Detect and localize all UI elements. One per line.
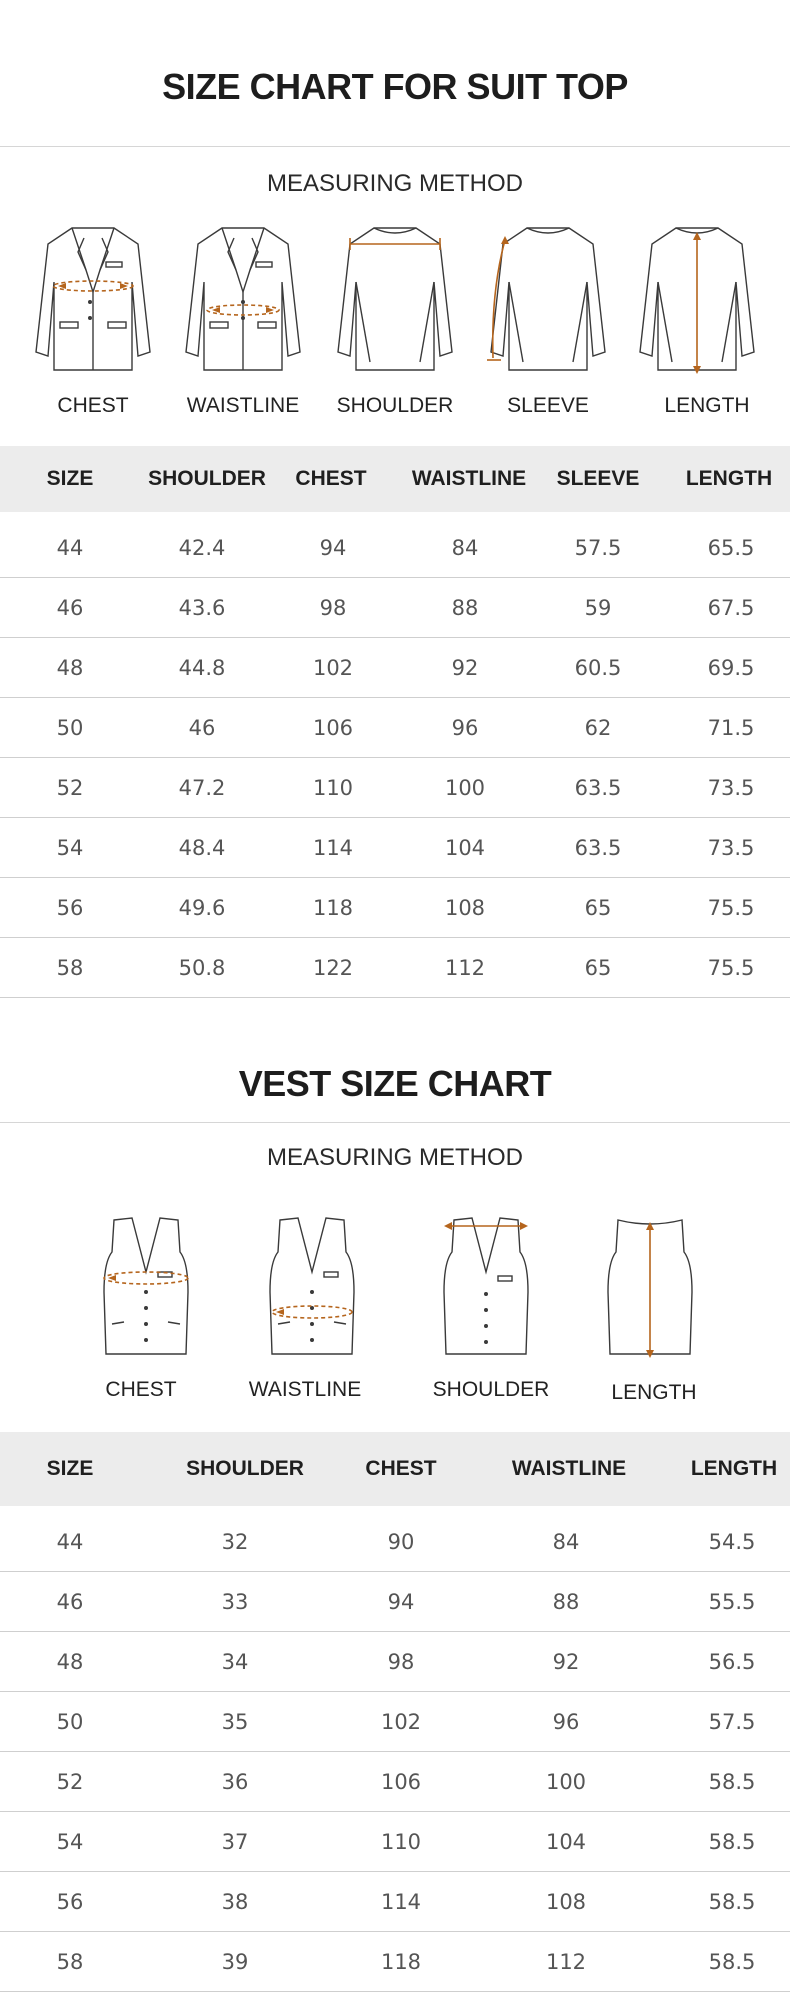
table-cell: 110: [312, 776, 354, 800]
table-cell: 58: [56, 956, 84, 980]
table-cell: 88: [451, 596, 479, 620]
table-cell: 48: [56, 656, 84, 680]
suit-method-title: MEASURING METHOD: [266, 170, 523, 197]
table-cell: 112: [444, 956, 486, 980]
table-cell: 65.5: [707, 536, 755, 560]
jacket-length-label: LENGTH: [664, 394, 750, 417]
vest-header-shoulder: SHOULDER: [186, 1457, 304, 1480]
table-cell: 108: [545, 1890, 587, 1914]
vest-chest-label: CHEST: [105, 1378, 177, 1401]
table-cell: 50: [56, 1710, 84, 1734]
table-cell: 92: [552, 1650, 580, 1674]
table-row: [0, 818, 790, 878]
table-cell: 98: [319, 596, 347, 620]
suit-header-size: SIZE: [46, 467, 94, 490]
table-cell: 88: [552, 1590, 580, 1614]
table-cell: 36: [221, 1770, 249, 1794]
vest-table-header: [0, 1432, 790, 1506]
table-cell: 37: [221, 1830, 249, 1854]
table-cell: 122: [312, 956, 354, 980]
table-row: [0, 1812, 790, 1872]
jacket-chest-icon: [28, 222, 158, 392]
table-cell: 100: [545, 1770, 587, 1794]
table-cell: 118: [312, 896, 354, 920]
vest-header-size: SIZE: [46, 1457, 94, 1480]
table-cell: 75.5: [707, 896, 755, 920]
table-cell: 58: [56, 1950, 84, 1974]
table-cell: 58.5: [708, 1770, 756, 1794]
table-cell: 114: [380, 1890, 422, 1914]
table-cell: 42.4: [178, 536, 226, 560]
table-cell: 57.5: [574, 536, 622, 560]
table-cell: 32: [221, 1530, 249, 1554]
table-cell: 84: [451, 536, 479, 560]
table-cell: 56: [56, 896, 84, 920]
vest-header-length: LENGTH: [690, 1457, 778, 1480]
table-cell: 34: [221, 1650, 249, 1674]
vest-header-waistline: WAISTLINE: [511, 1457, 627, 1480]
table-cell: 94: [387, 1590, 415, 1614]
table-cell: 46: [188, 716, 216, 740]
table-row: [0, 758, 790, 818]
table-cell: 50.8: [178, 956, 226, 980]
vest-waistline-icon: [262, 1212, 392, 1382]
table-cell: 106: [312, 716, 354, 740]
table-cell: 65: [584, 956, 612, 980]
jacket-waistline-label: WAISTLINE: [186, 394, 300, 417]
table-cell: 73.5: [707, 776, 755, 800]
table-cell: 35: [221, 1710, 249, 1734]
table-cell: 104: [444, 836, 486, 860]
table-cell: 44: [56, 536, 84, 560]
table-cell: 110: [380, 1830, 422, 1854]
table-cell: 98: [387, 1650, 415, 1674]
table-cell: 48.4: [178, 836, 226, 860]
table-row: [0, 1572, 790, 1632]
table-cell: 65: [584, 896, 612, 920]
suit-title-divider: [0, 146, 790, 147]
table-row: [0, 578, 790, 638]
table-cell: 49.6: [178, 896, 226, 920]
table-row: [0, 878, 790, 938]
suit-header-waistline: WAISTLINE: [411, 467, 527, 490]
table-cell: 44: [56, 1530, 84, 1554]
table-cell: 94: [319, 536, 347, 560]
table-cell: 104: [545, 1830, 587, 1854]
table-cell: 102: [312, 656, 354, 680]
table-cell: 50: [56, 716, 84, 740]
table-row: [0, 1872, 790, 1932]
table-cell: 71.5: [707, 716, 755, 740]
table-cell: 92: [451, 656, 479, 680]
table-row: [0, 518, 790, 578]
table-cell: 46: [56, 1590, 84, 1614]
jacket-length-icon: [632, 222, 762, 392]
table-cell: 62: [584, 716, 612, 740]
vest-chest-icon: [96, 1212, 226, 1382]
table-cell: 84: [552, 1530, 580, 1554]
table-cell: 46: [56, 596, 84, 620]
vest-length-label: LENGTH: [611, 1381, 697, 1404]
table-cell: 67.5: [707, 596, 755, 620]
table-cell: 63.5: [574, 776, 622, 800]
table-cell: 58.5: [708, 1830, 756, 1854]
vest-title-divider: [0, 1122, 790, 1123]
table-cell: 108: [444, 896, 486, 920]
table-cell: 102: [380, 1710, 422, 1734]
table-cell: 59: [584, 596, 612, 620]
vest-shoulder-icon: [436, 1212, 566, 1382]
table-cell: 96: [451, 716, 479, 740]
jacket-shoulder-label: SHOULDER: [336, 394, 454, 417]
jacket-waistline-icon: [178, 222, 308, 392]
table-row: [0, 1932, 790, 1992]
jacket-sleeve-label: SLEEVE: [507, 394, 589, 417]
table-cell: 69.5: [707, 656, 755, 680]
table-cell: 96: [552, 1710, 580, 1734]
table-cell: 112: [545, 1950, 587, 1974]
suit-header-shoulder: SHOULDER: [148, 467, 266, 490]
table-cell: 58.5: [708, 1890, 756, 1914]
suit-table-header: [0, 446, 790, 512]
jacket-shoulder-icon: [330, 222, 460, 392]
table-cell: 52: [56, 776, 84, 800]
table-cell: 47.2: [178, 776, 226, 800]
vest-waistline-label: WAISTLINE: [248, 1378, 362, 1401]
table-cell: 73.5: [707, 836, 755, 860]
vest-length-icon: [600, 1212, 730, 1382]
table-cell: 60.5: [574, 656, 622, 680]
suit-header-sleeve: SLEEVE: [556, 467, 640, 490]
vest-chart-title: VEST SIZE CHART: [238, 1063, 552, 1104]
vest-method-title: MEASURING METHOD: [266, 1144, 523, 1171]
table-row: [0, 698, 790, 758]
suit-chart-title: SIZE CHART FOR SUIT TOP: [162, 66, 628, 107]
table-cell: 58.5: [708, 1950, 756, 1974]
suit-header-length: LENGTH: [685, 467, 773, 490]
jacket-chest-label: CHEST: [57, 394, 129, 417]
table-cell: 57.5: [708, 1710, 756, 1734]
table-cell: 39: [221, 1950, 249, 1974]
table-row: [0, 1632, 790, 1692]
table-cell: 90: [387, 1530, 415, 1554]
table-cell: 54: [56, 836, 84, 860]
table-cell: 48: [56, 1650, 84, 1674]
table-row: [0, 938, 790, 998]
table-row: [0, 1692, 790, 1752]
table-cell: 44.8: [178, 656, 226, 680]
table-row: [0, 638, 790, 698]
suit-header-chest: CHEST: [295, 467, 367, 490]
table-cell: 43.6: [178, 596, 226, 620]
vest-shoulder-label: SHOULDER: [432, 1378, 550, 1401]
jacket-sleeve-icon: [483, 222, 613, 392]
table-cell: 114: [312, 836, 354, 860]
table-row: [0, 1752, 790, 1812]
table-cell: 118: [380, 1950, 422, 1974]
table-cell: 54.5: [708, 1530, 756, 1554]
table-cell: 106: [380, 1770, 422, 1794]
table-cell: 56.5: [708, 1650, 756, 1674]
table-cell: 33: [221, 1590, 249, 1614]
table-row: [0, 1512, 790, 1572]
table-cell: 75.5: [707, 956, 755, 980]
table-cell: 38: [221, 1890, 249, 1914]
table-cell: 63.5: [574, 836, 622, 860]
table-cell: 54: [56, 1830, 84, 1854]
table-cell: 56: [56, 1890, 84, 1914]
table-cell: 52: [56, 1770, 84, 1794]
table-cell: 55.5: [708, 1590, 756, 1614]
table-cell: 100: [444, 776, 486, 800]
vest-header-chest: CHEST: [365, 1457, 437, 1480]
